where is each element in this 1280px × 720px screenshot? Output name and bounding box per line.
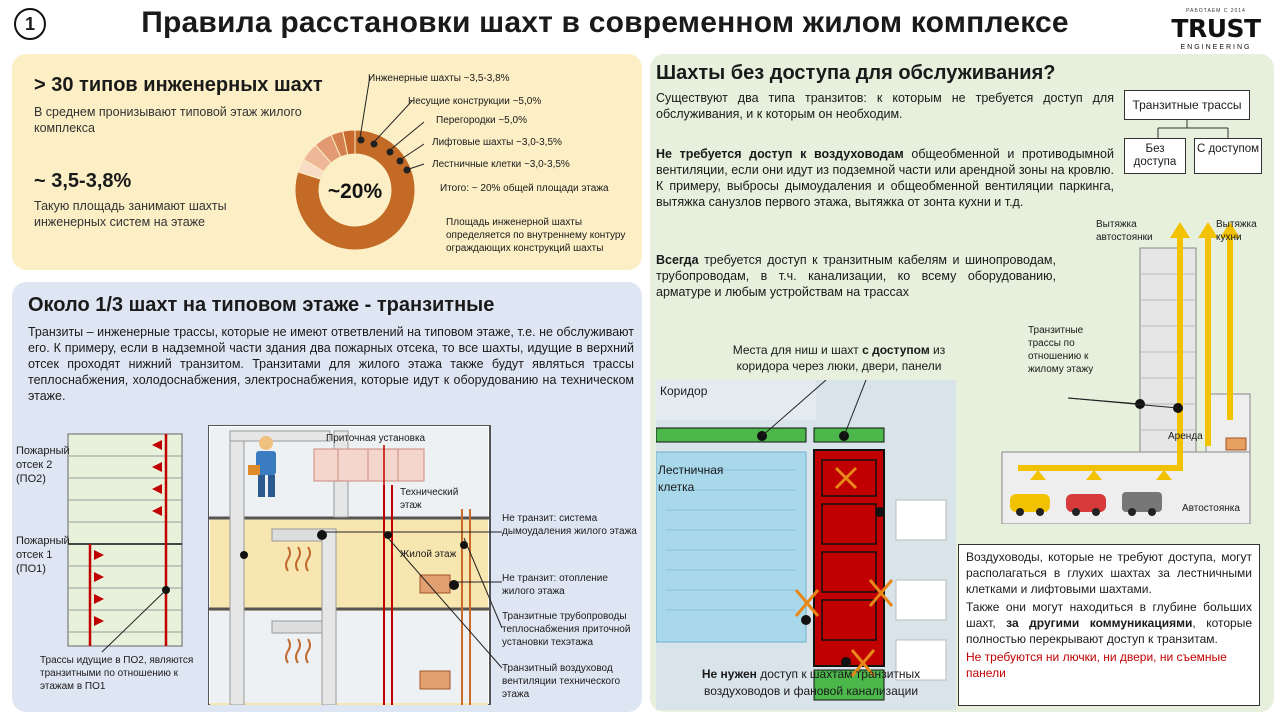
callout-transit-pipes: Транзитные трубопроводы теплоснабжения приточной установки техэтажа [502,611,631,648]
parking-label: Автостоянка [1182,503,1240,514]
legend-item-total: Итого: ~ 20% общей площади этажа [440,183,609,194]
logo-subtitle: ENGINEERING [1180,44,1252,51]
callout-smoke-exhaust: Не транзит: система дымоудаления жилого этажа [502,513,637,537]
always-access-text: Всегда требуется доступ к транзитным кабелям и шинопроводам, трубопроводам, в т.ч. канализации, ко всему оборудованию, арматуре и любым устройствам на трассах [656,253,1056,299]
info-box [958,544,1260,706]
legend-item-partitions: Перегородки ~5,0% [436,115,527,126]
tree-connectors [1124,120,1250,140]
floor-plan-diagram [656,380,956,710]
no-access-panel [650,54,1274,712]
callout-transit-duct: Транзитный воздуховод вентиляции технического этажа [502,663,621,700]
tree-no-access-box: Без доступа [1124,138,1186,174]
legend-item-eng-shafts: Инженерные шахты ~3,5-3,8% [368,73,510,84]
tree-with-access-box: С доступом [1194,138,1262,174]
info-box-text-2: Также они могут находиться в глубине больших шахт, за другими коммуникациями, которые полностью перекрывают доступ к транзитам. [966,600,1252,646]
no-access-ducts-text: Не требуется доступ к воздуховодам общеобменной и противодымной вентиляции, если они идут из подземной части или арендной зоны на кровлю. К примеру, выбросы дымоудаления и общеобменной вентиляции паркинга, вытяжка санузлов первого этажа, вытяжка от зонта кухни и т.д. [656,147,1114,209]
transit-title: Около 1/3 шахт на типовом этаже - транзитные [28,294,495,316]
page-title: Правила расстановки шахт в современном жилом комплексе [141,6,1069,39]
info-box-text-3: Не требуются ни лючки, ни двери, ни съемные панели [966,650,1227,680]
donut-center-label: ~20% [327,180,383,203]
stats-panel [12,54,642,270]
no-access-title: Шахты без доступа для обслуживания? [656,62,1056,84]
logo-name: TRUST [1171,14,1261,43]
section-callout-lines [312,518,512,708]
supply-unit-label: Приточная установка [326,433,426,444]
stat-area-text: Такую площадь занимают шахты инженерных систем на этаже [34,199,227,229]
living-floor-label: Жилой этаж [400,549,457,560]
tree-root-box: Транзитные трассы [1124,90,1250,120]
legend-item-load-bearing: Несущие конструкции ~5,0% [408,96,542,107]
fire-note-text: Трассы идущие в ПО2, являются транзитными по отношению к этажам в ПО1 [40,655,194,692]
legend-item-elevators: Лифтовые шахты ~3,0-3,5% [432,137,562,148]
stair-label: Лестничная клетка [658,463,724,494]
callout-heating: Не транзит: отопление жилого этажа [502,573,608,597]
stat-shafts-title: > 30 типов инженерных шахт [34,74,323,96]
tech-floor-label: Технический этаж [400,487,459,511]
stat-area-title: ~ 3,5-3,8% [34,170,132,192]
fire-compartment-1-label: Пожарный отсек 1 (ПО1) [16,535,70,575]
exhaust-parking-label: Вытяжка автостоянки [1096,219,1153,243]
exhaust-kitchen-label: Вытяжка кухни [1216,219,1257,243]
logo-tagline: РАБОТАЕМ С 2014 [1186,8,1246,14]
legend-item-stairs: Лестничные клетки ~3,0-3,5% [432,159,570,170]
no-access-intro: Существуют два типа транзитов: к которым не требуется доступ для обслуживания, и к которым он необходим. [656,91,1114,121]
corridor-label: Коридор [660,384,708,398]
plan-access-label: Места для ниш и шахт с доступом из коридора через люки, двери, панели [732,343,946,373]
stat-shafts-text: В среднем пронизывают типовой этаж жилого комплекса [34,105,302,135]
plan-no-access-label: Не нужен доступ к шахтам транзитных воздуховодов и фановой канализации [701,667,921,698]
slide-number-badge: 1 [14,8,46,40]
info-box-text-1: Воздуховоды, которые не требуют доступа, могут располагаться в глухих шахтах за лестничными клетками и лифтовыми шахтами. [966,550,1252,596]
fire-compartment-2-label: Пожарный отсек 2 (ПО2) [16,445,70,485]
legend-leader-lines [352,68,452,198]
transit-text: Транзиты – инженерные трассы, которые не имеют ответвлений на типовом этаже, т.е. не обслуживают его. К примеру, если в надземной части здания два пожарных отсека, то все шахты, идущие в верхний отсек проходят нижний транзитом. Транзитами для жилого этажа также будут являться трассы теплоснабжения, холодоснабжения, электроснабжения, которые идут к оборудованию на техническом этаже. [28,325,634,403]
rent-label: Аренда [1168,431,1203,442]
transit-routes-label: Транзитные трассы по отношению к жилому этажу [1028,325,1094,375]
transit-panel [12,282,642,712]
shaft-area-note: Площадь инженерной шахты определяется по внутреннему контуру ограждающих конструкций шахты [446,217,626,254]
fire-note-leader [32,582,172,662]
